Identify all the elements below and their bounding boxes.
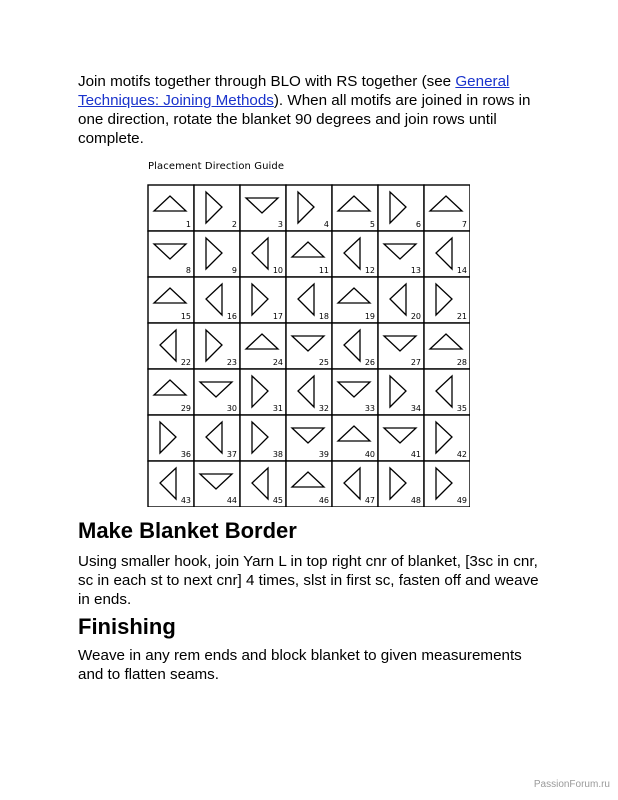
cell-number: 44: [226, 496, 237, 505]
cell-number: 12: [364, 266, 375, 275]
grid-cell: [424, 231, 470, 277]
cell-number: 14: [456, 266, 467, 275]
cell-number: 33: [364, 404, 375, 413]
cell-number: 4: [323, 220, 329, 229]
grid-cell: [332, 369, 378, 415]
grid-cell: [286, 461, 332, 507]
grid-cell: [240, 415, 286, 461]
grid-cell: [194, 461, 240, 507]
grid-cell: [194, 277, 240, 323]
cell-number: 16: [226, 312, 237, 321]
finishing-heading: Finishing: [78, 614, 176, 639]
cell-number: 39: [318, 450, 329, 459]
cell-number: 5: [369, 220, 375, 229]
grid-cell: [378, 185, 424, 231]
intro-text-after: ). When all motifs are joined in rows in one direction, rotate the blanket 90 degrees and join rows until complete.: [78, 92, 531, 147]
cell-number: 31: [272, 404, 283, 413]
cell-number: 8: [185, 266, 191, 275]
grid-cell: [378, 323, 424, 369]
grid-cell: [378, 369, 424, 415]
cell-number: 26: [364, 358, 375, 367]
grid-cell: [332, 323, 378, 369]
grid-cell: [240, 185, 286, 231]
grid-cell: [286, 369, 332, 415]
grid-cell: [286, 323, 332, 369]
grid-cell: [378, 277, 424, 323]
grid-cell: [286, 185, 332, 231]
cell-number: 15: [180, 312, 191, 321]
cell-number: 25: [318, 358, 329, 367]
grid-cell: [424, 461, 470, 507]
cell-number: 30: [226, 404, 237, 413]
cell-number: 20: [410, 312, 421, 321]
grid-cell: [424, 277, 470, 323]
cell-number: 2: [231, 220, 237, 229]
joining-methods-link[interactable]: General Techniques: Joining Methods: [78, 73, 510, 109]
cell-number: 22: [180, 358, 191, 367]
intro-paragraph: [78, 72, 548, 148]
grid-cell: [194, 415, 240, 461]
grid-cell: [332, 231, 378, 277]
cell-number: 37: [226, 450, 237, 459]
grid-cell: [194, 323, 240, 369]
grid-cell: [332, 415, 378, 461]
grid-cell: [240, 461, 286, 507]
cell-number: 18: [318, 312, 329, 321]
grid-cell: [332, 461, 378, 507]
guide-title: Placement Direction Guide: [148, 161, 285, 172]
cell-number: 46: [318, 496, 329, 505]
grid-cell: [148, 277, 194, 323]
cell-number: 32: [318, 404, 329, 413]
grid-cell: [424, 185, 470, 231]
cell-number: 35: [456, 404, 467, 413]
grid-cell: [424, 415, 470, 461]
cell-number: 21: [456, 312, 467, 321]
grid-cell: [378, 231, 424, 277]
cell-number: 48: [410, 496, 421, 505]
watermark: PassionForum.ru: [533, 779, 610, 790]
cell-number: 36: [180, 450, 191, 459]
grid-cell: [424, 323, 470, 369]
cell-number: 24: [272, 358, 283, 367]
cell-number: 45: [272, 496, 283, 505]
placement-guide-grid: [146, 183, 470, 507]
cell-number: 13: [410, 266, 421, 275]
cell-number: 40: [364, 450, 375, 459]
border-paragraph: Using smaller hook, join Yarn L in top right cnr of blanket, [3sc in cnr, sc in each st to next cnr] 4 times, slst in first sc, fasten off and weave in ends.: [78, 553, 539, 608]
grid-cell: [286, 277, 332, 323]
cell-number: 29: [180, 404, 191, 413]
grid-cell: [424, 369, 470, 415]
cell-number: 11: [318, 266, 329, 275]
cell-number: 1: [185, 220, 191, 229]
grid-cell: [194, 369, 240, 415]
cell-number: 43: [180, 496, 191, 505]
intro-text-before: Join motifs together through BLO with RS together (see: [78, 73, 456, 90]
grid-cell: [286, 415, 332, 461]
cell-number: 27: [410, 358, 421, 367]
cell-number: 19: [364, 312, 375, 321]
grid-cell: [148, 323, 194, 369]
cell-number: 42: [456, 450, 467, 459]
grid-cell: [194, 185, 240, 231]
cell-number: 47: [364, 496, 375, 505]
grid-cell: [240, 323, 286, 369]
grid-cell: [148, 231, 194, 277]
grid-cell: [378, 461, 424, 507]
grid-cell: [148, 415, 194, 461]
grid-cell: [240, 277, 286, 323]
grid-cell: [148, 185, 194, 231]
cell-number: 23: [226, 358, 237, 367]
cell-number: 9: [231, 266, 237, 275]
grid-cell: [148, 461, 194, 507]
cell-number: 41: [410, 450, 421, 459]
grid-cell: [240, 231, 286, 277]
grid-cell: [240, 369, 286, 415]
border-heading: Make Blanket Border: [78, 518, 297, 543]
grid-cell: [332, 185, 378, 231]
grid-cell: [332, 277, 378, 323]
grid-cell: [148, 369, 194, 415]
cell-number: 28: [456, 358, 467, 367]
grid-cell: [194, 231, 240, 277]
grid-cell: [286, 231, 332, 277]
cell-number: 3: [277, 220, 283, 229]
cell-number: 17: [272, 312, 283, 321]
cell-number: 10: [272, 266, 283, 275]
cell-number: 38: [272, 450, 283, 459]
cell-number: 49: [456, 496, 467, 505]
finishing-paragraph: Weave in any rem ends and block blanket to given measurements and to flatten seams.: [78, 647, 522, 683]
cell-number: 7: [461, 220, 467, 229]
grid-cell: [378, 415, 424, 461]
cell-number: 34: [410, 404, 421, 413]
cell-number: 6: [415, 220, 421, 229]
